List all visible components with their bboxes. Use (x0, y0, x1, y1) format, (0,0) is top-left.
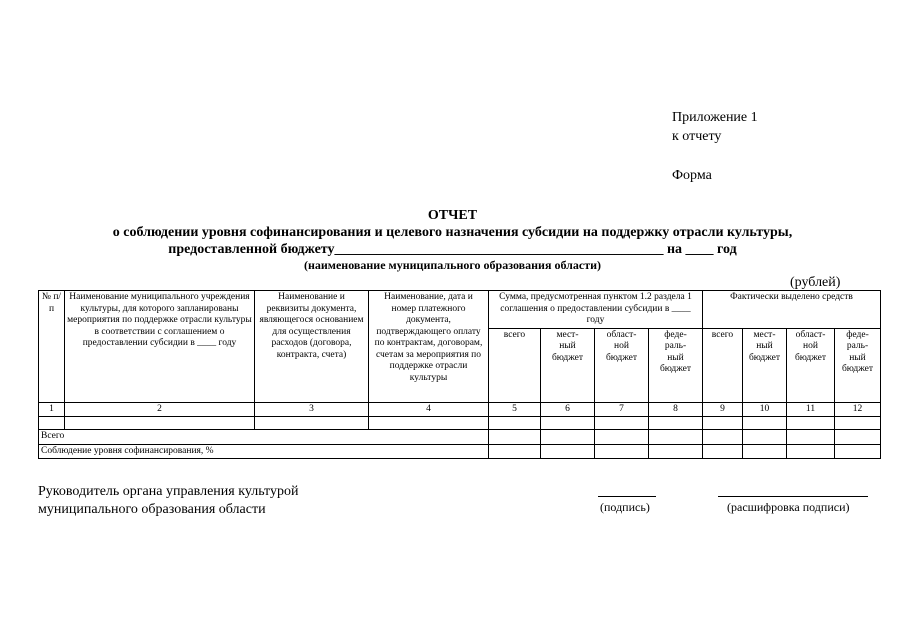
report-title: ОТЧЕТ (427, 208, 478, 223)
signature-decode-caption: (расшифровка подписи) (727, 500, 850, 514)
col-num: 12 (835, 402, 881, 417)
cofinancing-level-label: Соблюдение уровня софинансирования, % (39, 444, 489, 459)
table-row-level (39, 444, 881, 459)
sub-total: всего (489, 328, 541, 402)
col-num: 8 (649, 402, 703, 417)
col-num: 9 (703, 402, 743, 417)
signatory-position-line1: Руководитель органа управления культурой (38, 484, 299, 499)
appendix-form-label: Форма (672, 168, 712, 183)
col-num: 6 (541, 402, 595, 417)
report-title-line2: о соблюдении уровня софинансирования и целевого назначения субсидии на поддержку отрасли культуры, (112, 225, 793, 240)
col-num: 3 (255, 402, 369, 417)
col-num: 5 (489, 402, 541, 417)
sub-regional-actual: област- ной бюджет (787, 328, 835, 402)
header-actual-sum: Фактически выделено средств (703, 291, 881, 329)
header-payment: Наименование, дата и номер платежного документа, подтверждающего оплату по контрактам, договорам, счетам за мероприятия по поддержке отрасли культуры (369, 291, 489, 403)
appendix-to-report: к отчету (672, 129, 722, 144)
table-row-total (39, 430, 881, 445)
col-num: 1 (39, 402, 65, 417)
report-table (38, 290, 881, 459)
col-num: 7 (595, 402, 649, 417)
col-num: 2 (65, 402, 255, 417)
sub-local-actual: мест- ный бюджет (743, 328, 787, 402)
total-label: Всего (39, 430, 489, 445)
table-row-empty (39, 417, 881, 430)
header-planned-sum: Сумма, предусмотренная пунктом 1.2 раздела 1 соглашения о предоставлении субсидии в ____ году (489, 291, 703, 329)
signatory-position-line2: муниципального образования области (38, 502, 266, 517)
sub-regional: област- ной бюджет (595, 328, 649, 402)
col-num: 10 (743, 402, 787, 417)
signature-decode-line (718, 496, 868, 497)
report-title-line3: предоставленной бюджету_______________________________________________ на ____ год (168, 242, 737, 257)
appendix-block (672, 108, 758, 185)
signature-line (598, 496, 656, 497)
header-num: № п/п (39, 291, 65, 403)
sub-federal-actual: феде- раль- ный бюджет (835, 328, 881, 402)
signature-block (38, 483, 298, 519)
report-title-block (0, 207, 905, 272)
report-title-caption: (наименование муниципального образования области) (303, 258, 602, 272)
appendix-number: Приложение 1 (672, 110, 758, 125)
sub-federal: феде- раль- ный бюджет (649, 328, 703, 402)
sub-local: мест- ный бюджет (541, 328, 595, 402)
header-institution: Наименование муниципального учреждения культуры, для которого запланированы мероприятия по поддержке отрасли культуры в соответствии с соглашением о предоставлении субсидии в ____ году (65, 291, 255, 403)
header-document: Наименование и реквизиты документа, являющегося основанием для осуществления расходов (договора, контракта, счета) (255, 291, 369, 403)
signature-caption: (подпись) (600, 500, 650, 514)
column-numbers-row (39, 402, 881, 417)
col-num: 11 (787, 402, 835, 417)
sub-total-actual: всего (703, 328, 743, 402)
units-label: (рублей) (790, 275, 841, 290)
col-num: 4 (369, 402, 489, 417)
